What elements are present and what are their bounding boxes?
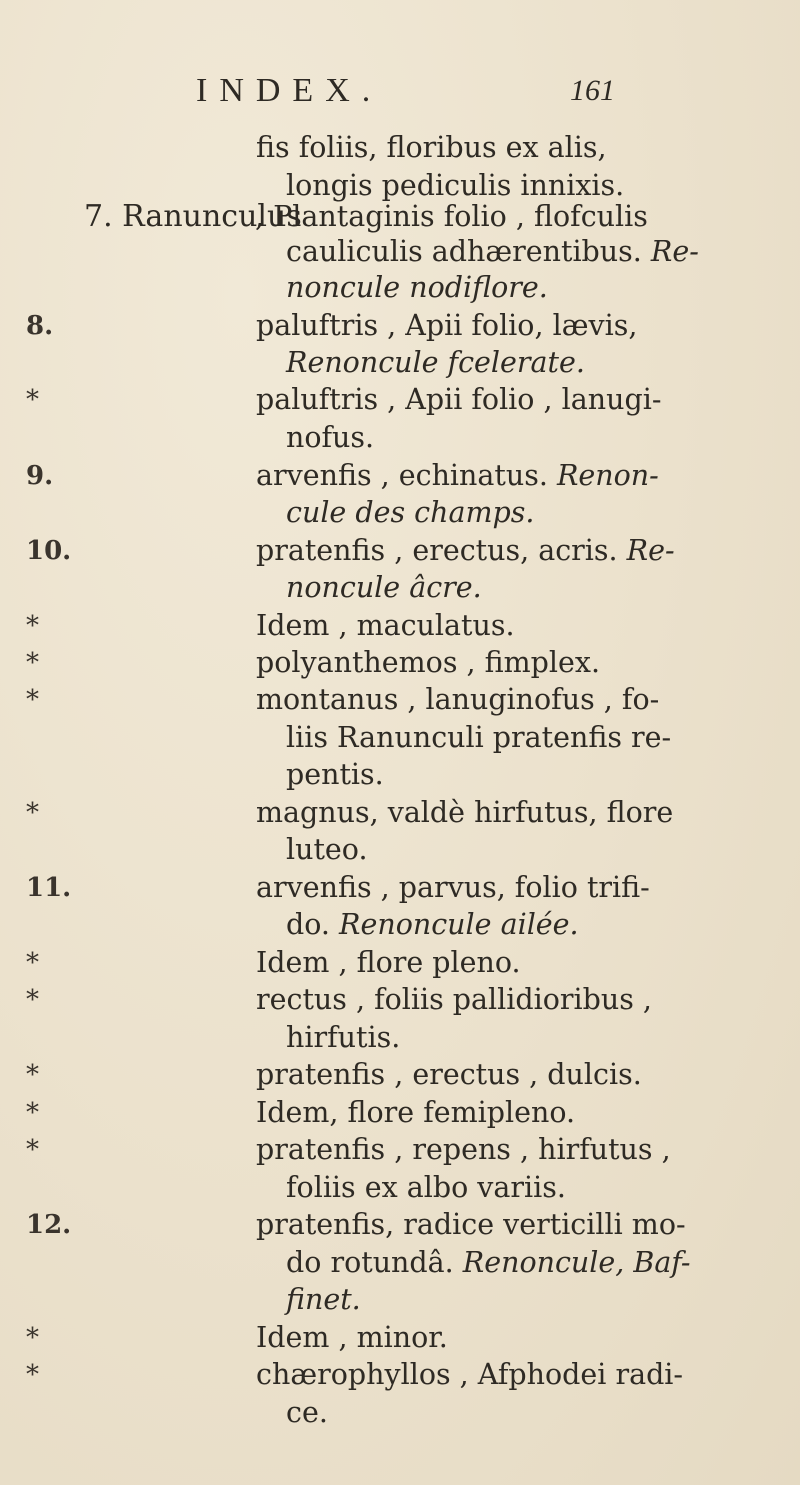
index-line bbox=[0, 943, 800, 983]
index-line bbox=[0, 568, 800, 608]
entry-text-roman: ce. bbox=[286, 1396, 328, 1429]
entry-text-french-name: cule des champs. bbox=[286, 496, 535, 529]
entry-text-roman: nofus. bbox=[286, 421, 375, 454]
entry-text-roman: do. bbox=[286, 908, 340, 941]
entry-number: 9. bbox=[26, 461, 54, 491]
entry-text-roman: montanus , lanuginofus , fo- bbox=[256, 683, 660, 716]
index-line bbox=[0, 830, 800, 870]
entry-text-roman: Idem, flore femipleno. bbox=[256, 1096, 576, 1129]
index-line bbox=[0, 1393, 800, 1433]
entry-text-roman: magnus, valdè hirfutus, flore bbox=[256, 796, 674, 829]
entry-number: 11. bbox=[26, 873, 72, 903]
entry-text bbox=[256, 1055, 642, 1095]
entry-text bbox=[286, 905, 579, 945]
variety-star-marker: * bbox=[26, 985, 41, 1015]
entry-text-roman: cauliculis adhærentibus. bbox=[286, 235, 651, 268]
entry-text-roman: arvenfis , parvus, folio trifi- bbox=[256, 871, 650, 904]
entry-text-roman: fis foliis, floribus ex alis, bbox=[256, 131, 607, 164]
entry-text-roman: pratenfis, radice verticilli mo- bbox=[256, 1208, 686, 1241]
index-line bbox=[0, 1130, 800, 1170]
entry-text bbox=[256, 380, 661, 420]
index-line bbox=[0, 418, 800, 458]
index-line bbox=[0, 868, 800, 908]
entry-text-french-name: noncule nodiflore. bbox=[286, 271, 548, 304]
entry-text-roman: do rotundâ. bbox=[286, 1246, 463, 1279]
entry-text-roman: pentis. bbox=[286, 758, 384, 791]
index-line bbox=[0, 343, 800, 383]
index-line bbox=[0, 905, 800, 945]
index-line bbox=[0, 456, 800, 496]
variety-star-marker: * bbox=[26, 1060, 41, 1090]
entry-text bbox=[256, 306, 637, 346]
entry-text bbox=[286, 232, 699, 272]
index-line bbox=[0, 1093, 800, 1133]
entry-text-roman: polyanthemos , fimplex. bbox=[256, 646, 601, 679]
index-line bbox=[0, 1205, 800, 1245]
entry-number: 10. bbox=[26, 536, 72, 566]
entry-text-french-name: finet. bbox=[286, 1283, 361, 1316]
entry-text bbox=[286, 1243, 690, 1283]
entry-text bbox=[256, 943, 521, 983]
entry-text-french-name: Renoncule ailée. bbox=[339, 908, 579, 941]
entry-text bbox=[286, 755, 384, 795]
entry-text bbox=[256, 980, 652, 1020]
entry-text bbox=[286, 1168, 566, 1208]
index-line bbox=[0, 1280, 800, 1320]
index-line bbox=[0, 306, 800, 346]
entry-text-roman: pratenfis , erectus , dulcis. bbox=[256, 1058, 642, 1091]
index-line bbox=[0, 643, 800, 683]
variety-star-marker: * bbox=[26, 948, 41, 978]
entry-text bbox=[256, 531, 675, 571]
running-title: INDEX. bbox=[196, 72, 383, 109]
entry-text bbox=[256, 606, 515, 646]
variety-star-marker: * bbox=[26, 385, 41, 415]
entry-text-roman: Idem , flore pleno. bbox=[256, 946, 521, 979]
entry-text bbox=[256, 868, 650, 908]
index-line bbox=[0, 1318, 800, 1358]
index-line bbox=[0, 1018, 800, 1058]
entry-text-roman: , Plantaginis folio , flofculis bbox=[255, 200, 648, 233]
entry-text-roman: Idem , maculatus. bbox=[256, 609, 515, 642]
entry-text-french-name: Renoncule, Baf- bbox=[462, 1246, 691, 1279]
variety-star-marker: * bbox=[26, 1360, 41, 1390]
entry-text bbox=[286, 1280, 361, 1320]
entry-text bbox=[286, 418, 374, 458]
entry-text bbox=[256, 1355, 683, 1395]
entry-text-roman: paluftris , Apii folio , lanugi- bbox=[256, 383, 662, 416]
index-line bbox=[0, 128, 800, 168]
entry-text-french-name: Renon- bbox=[556, 459, 659, 492]
entry-text bbox=[256, 456, 659, 496]
variety-star-marker: * bbox=[26, 648, 41, 678]
entry-text bbox=[286, 830, 368, 870]
entry-text-french-name: Re- bbox=[650, 235, 699, 268]
variety-star-marker: * bbox=[26, 685, 41, 715]
entry-text bbox=[286, 1018, 400, 1058]
index-line bbox=[0, 197, 800, 237]
entry-number: 7. Ranunculus bbox=[84, 199, 302, 234]
entry-text-french-name: Renoncule fcelerate. bbox=[286, 346, 585, 379]
variety-star-marker: * bbox=[26, 798, 41, 828]
entry-text bbox=[286, 1393, 328, 1433]
entry-text-roman: paluftris , Apii folio, lævis, bbox=[256, 309, 638, 342]
page-number: 161 bbox=[570, 74, 615, 107]
entry-text-french-name: Re- bbox=[626, 534, 675, 567]
index-line bbox=[0, 606, 800, 646]
entry-text bbox=[256, 128, 607, 168]
entry-text-roman: rectus , foliis pallidioribus , bbox=[256, 983, 652, 1016]
index-line bbox=[0, 718, 800, 758]
entry-text-roman: Idem , minor. bbox=[256, 1321, 448, 1354]
entry-text bbox=[255, 197, 648, 237]
variety-star-marker: * bbox=[26, 1135, 41, 1165]
index-line bbox=[0, 531, 800, 571]
entry-text bbox=[256, 793, 673, 833]
entry-text bbox=[286, 718, 671, 758]
index-line bbox=[0, 1243, 800, 1283]
entry-text-roman: pratenfis , erectus, acris. bbox=[256, 534, 627, 567]
variety-star-marker: * bbox=[26, 611, 41, 641]
variety-star-marker: * bbox=[26, 1323, 41, 1353]
index-line bbox=[0, 380, 800, 420]
entry-text-roman: liis Ranunculi pratenfis re- bbox=[286, 721, 672, 754]
entry-text bbox=[256, 1093, 575, 1133]
entry-text bbox=[286, 268, 548, 308]
index-line bbox=[0, 793, 800, 833]
entry-text bbox=[256, 1130, 671, 1170]
entry-text bbox=[256, 643, 600, 683]
entry-text-roman: luteo. bbox=[286, 833, 368, 866]
entry-number: 12. bbox=[26, 1210, 72, 1240]
index-line bbox=[0, 1055, 800, 1095]
entry-text bbox=[286, 493, 534, 533]
entry-text bbox=[256, 1318, 448, 1358]
entry-text-roman: arvenfis , echinatus. bbox=[256, 459, 557, 492]
entry-text-roman: chærophyllos , Afphodei radi- bbox=[256, 1358, 684, 1391]
entry-text bbox=[256, 680, 659, 720]
index-line bbox=[0, 1355, 800, 1395]
index-line bbox=[0, 268, 800, 308]
index-line bbox=[0, 680, 800, 720]
index-line bbox=[0, 980, 800, 1020]
index-line bbox=[0, 755, 800, 795]
variety-star-marker: * bbox=[26, 1098, 41, 1128]
entry-number: 8. bbox=[26, 311, 54, 341]
entry-text bbox=[256, 1205, 686, 1245]
entry-text-roman: hirfutis. bbox=[286, 1021, 401, 1054]
index-line bbox=[0, 232, 800, 272]
entry-text bbox=[286, 568, 482, 608]
entry-text-french-name: noncule âcre. bbox=[286, 571, 482, 604]
index-line bbox=[0, 1168, 800, 1208]
entry-text-roman: foliis ex albo variis. bbox=[286, 1171, 566, 1204]
entry-text-roman: longis pediculis innixis. bbox=[286, 169, 625, 202]
index-line bbox=[0, 493, 800, 533]
entry-text-roman: pratenfis , repens , hirfutus , bbox=[256, 1133, 671, 1166]
entry-text bbox=[286, 343, 585, 383]
